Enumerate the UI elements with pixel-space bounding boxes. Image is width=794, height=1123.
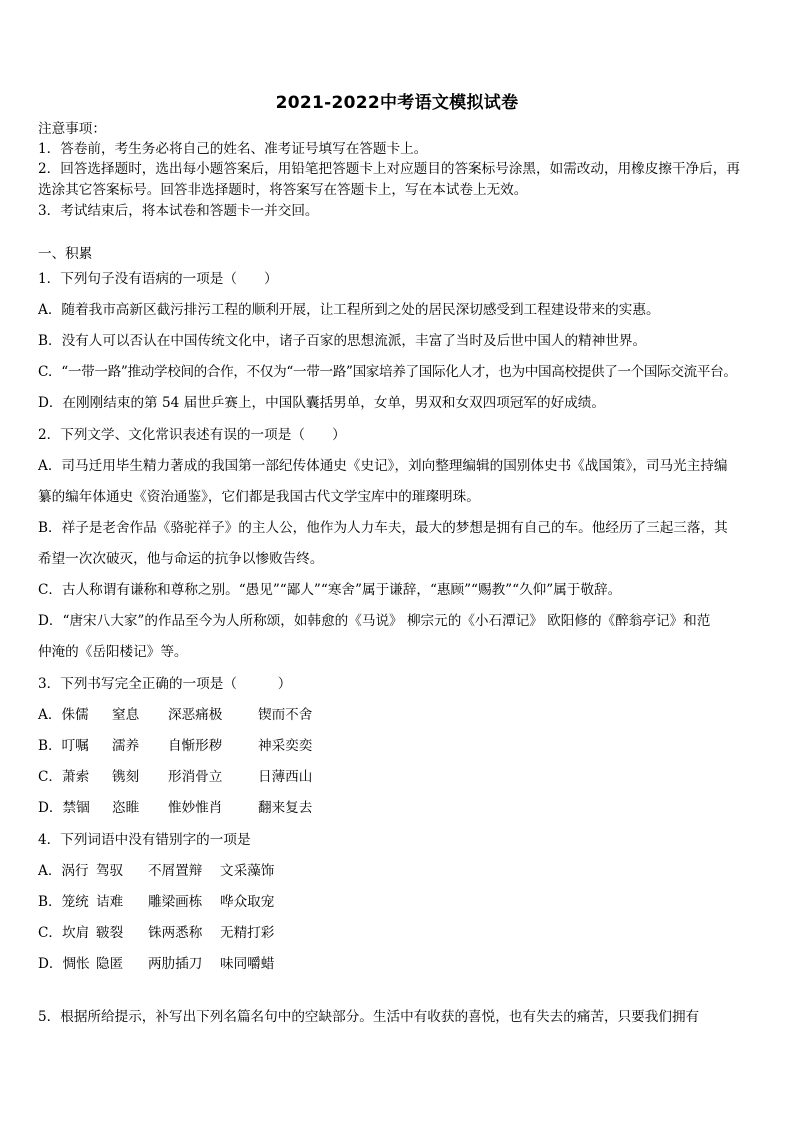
option-c: C．“一带一路”推动学校间的合作，不仅为“一带一路”国家培养了国际化人才，也为中国高校提供了一个国际交流平台。 (38, 364, 737, 380)
word: 不屑置辩 (148, 863, 203, 879)
option-b (38, 893, 274, 911)
word: 雕梁画栋 (148, 894, 203, 910)
option-b (38, 737, 312, 755)
word: A．涡行 (38, 863, 89, 879)
question-stem-3: 3．下列书写完全正确的一项是（ ） (38, 676, 292, 692)
word: 驾驭 (96, 863, 124, 879)
word: 日薄西山 (258, 769, 313, 785)
option-b-continued: 希望一次次破灭，他与命运的抗争以惨败告终。 (38, 551, 324, 567)
word: C．坎肩 (38, 925, 90, 941)
option-b: B．祥子是老舍作品《骆驼祥子》的主人公，他作为人力车夫，最大的梦想是拥有自己的车。他经历了三起三落，其 (38, 520, 728, 536)
word: 恣睢 (112, 800, 140, 816)
word: 神采奕奕 (258, 738, 313, 754)
option-b: B．没有人可以否认在中国传统文化中，诸子百家的思想流派，丰富了当时及后世中国人的精神世界。 (38, 333, 647, 349)
word: B．叮嘱 (38, 738, 89, 754)
word: 深恶痛极 (168, 707, 223, 723)
option-a: A．随着我市高新区截污排污工程的顺利开展，让工程所到之处的居民深切感受到工程建设带来的实惠。 (38, 302, 660, 318)
question-stem-4: 4．下列词语中没有错别字的一项是 (38, 832, 251, 848)
word: 隐匿 (96, 956, 124, 972)
word: 诘难 (96, 894, 124, 910)
word: 镌刻 (112, 769, 140, 785)
page-title: 2021-2022中考语文模拟试卷 (275, 93, 519, 113)
option-d (38, 955, 274, 973)
option-d: D．在刚刚结束的第 54 届世乒赛上，中国队囊括男单，女单，男双和女双四项冠军的好成绩。 (38, 395, 605, 411)
word: 形消骨立 (168, 769, 223, 785)
word: 哗众取宠 (220, 894, 275, 910)
word: 铢两悉称 (148, 925, 203, 941)
word: 文采藻饰 (220, 863, 275, 879)
question-stem-5: 5．根据所给提示，补写出下列名篇名句中的空缺部分。生活中有收获的喜悦，也有失去的痛苦，只要我们拥有 (38, 1009, 700, 1025)
question-stem-1: 1．下列句子没有语病的一项是（ ） (38, 271, 278, 287)
word: 窒息 (112, 707, 140, 723)
word: 两肋插刀 (148, 956, 203, 972)
word: 惟妙惟肖 (168, 800, 223, 816)
word: 濡养 (112, 738, 140, 754)
word: C．萧索 (38, 769, 90, 785)
word: D．禁锢 (38, 800, 90, 816)
word: 自惭形秽 (168, 738, 223, 754)
option-a (38, 706, 312, 724)
section-heading: 一、积累 (38, 246, 93, 262)
option-c (38, 768, 312, 786)
option-c: C．古人称谓有谦称和尊称之别。“愚见”“鄙人”“寒舍”属于谦辞，“惠顾”“赐教”“久仰”属于敬辞。 (38, 582, 622, 598)
notice-item: 2．回答选择题时，选出每小题答案后，用铅笔把答题卡上对应题目的答案标号涂黑，如需改动，用橡皮擦干净后，再 (38, 161, 740, 177)
option-a-continued: 纂的编年体通史《资治通鉴》，它们都是我国古代文学宝库中的璀璨明珠。 (38, 489, 480, 505)
option-d-continued: 仲淹的《岳阳楼记》等。 (38, 644, 188, 660)
notice-item: 1．答卷前，考生务必将自己的姓名、准考证号填写在答题卡上。 (38, 141, 428, 157)
option-a: A．司马迁用毕生精力著成的我国第一部纪传体通史《史记》，刘向整理编辑的国别体史书《战国策》，司马光主持编 (38, 458, 728, 474)
question-stem-2: 2．下列文学、文化常识表述有误的一项是（ ） (38, 427, 346, 443)
word: D．惆怅 (38, 956, 90, 972)
word: 翻来复去 (258, 800, 313, 816)
word: 锲而不舍 (258, 707, 313, 723)
notice-heading: 注意事项： (38, 121, 106, 137)
option-d (38, 799, 312, 817)
word: 无精打彩 (220, 925, 275, 941)
option-d: D．“唐宋八大家”的作品至今为人所称颂，如韩愈的《马说》 柳宗元的《小石潭记》 欧阳修的《醉翁亭记》和范 (38, 613, 711, 629)
notice-item: 3．考试结束后，将本试卷和答题卡一并交回。 (38, 203, 319, 219)
word: 味同嚼蜡 (220, 956, 275, 972)
option-c (38, 924, 274, 942)
option-a (38, 862, 274, 880)
notice-item: 选涂其它答案标号。回答非选择题时，将答案写在答题卡上，写在本试卷上无效。 (38, 182, 528, 198)
word: B．笼统 (38, 894, 89, 910)
word: A．侏儒 (38, 707, 89, 723)
word: 皲裂 (96, 925, 124, 941)
